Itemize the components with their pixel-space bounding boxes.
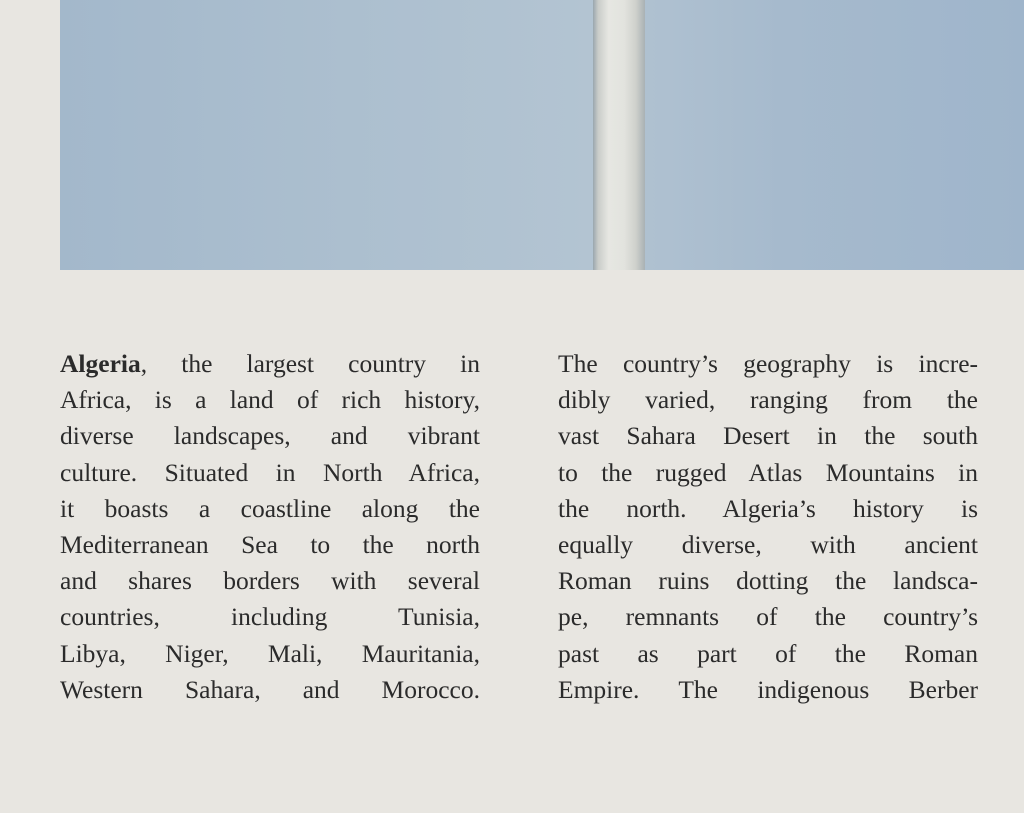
text-line: it boasts a coastline along the bbox=[60, 493, 480, 523]
text-line: Africa, is a land of rich history, bbox=[60, 385, 480, 415]
text-line bbox=[60, 346, 480, 382]
text-line: The country’s geography is incre- bbox=[558, 349, 978, 378]
text-line: Libya, Niger, Mali, Mauritania, bbox=[60, 638, 480, 668]
text-line: vast Sahara Desert in the south bbox=[558, 421, 978, 451]
text-line: countries, including Tunisia, bbox=[60, 602, 480, 632]
text-line: Roman ruins dotting the landsca- bbox=[558, 566, 978, 596]
text-line: and shares borders with several bbox=[60, 566, 480, 596]
text-line: dibly varied, ranging from the bbox=[558, 385, 978, 415]
article-column-left bbox=[60, 346, 480, 708]
hero-photo bbox=[60, 0, 1024, 270]
article-column-right bbox=[558, 346, 978, 708]
text-line-rest: , the largest country in bbox=[140, 349, 480, 378]
text-line: to the rugged Atlas Mountains in bbox=[558, 457, 978, 487]
text-line: past as part of the Roman bbox=[558, 638, 978, 668]
text-line: the north. Algeria’s history is bbox=[558, 493, 978, 523]
lead-word: Algeria bbox=[60, 349, 141, 378]
text-line: Mediterranean Sea to the north bbox=[60, 529, 480, 559]
text-line: Empire. The indigenous Berber bbox=[558, 674, 978, 704]
text-line: pe, remnants of the country’s bbox=[558, 602, 978, 632]
text-line: diverse landscapes, and vibrant bbox=[60, 421, 480, 451]
text-line: Western Sahara, and Morocco. bbox=[60, 674, 480, 704]
white-pole bbox=[593, 0, 645, 270]
text-line: equally diverse, with ancient bbox=[558, 529, 978, 559]
text-line: culture. Situated in North Africa, bbox=[60, 457, 480, 487]
